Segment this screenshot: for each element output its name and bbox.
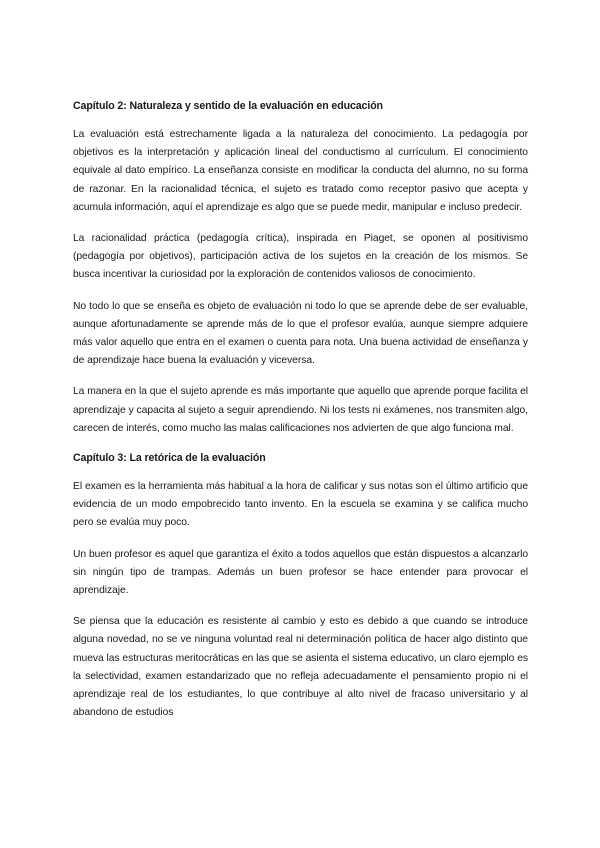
chapter-2-paragraph-1: La evaluación está estrechamente ligada a la naturaleza del conocimiento. La pedagogía por objetivos es la interpretación y aplicación lineal del conductismo al currículum. El conocimiento equivale al dato empírico. La enseñanza consiste en modificar la conducta del alumno, no su forma de razonar. En la racionalidad técnica, el sujeto es tratado como receptor pasivo que acepta y acumula información, aquí el aprendizaje es algo que se puede medir, manipular e incluso predecir. — [73, 129, 528, 213]
chapter-3-paragraph-3: Se piensa que la educación es resistente al cambio y esto es debido a que cuando se introduce alguna novedad, no se ve ninguna voluntad real ni determinación política de hacer algo distinto que mueva las estructuras meritocráticas en las que se asienta el sistema educativo, un claro ejemplo es la selectividad, examen estandarizado que no refleja adecuadamente el pensamiento propio ni el aprendizaje real de los estudiantes, lo que contribuye al alto nivel de fracaso universitario y al abandono de estudios — [73, 616, 528, 719]
chapter-2-heading: Capítulo 2: Naturaleza y sentido de la evaluación en educación — [73, 100, 383, 112]
chapter-3-paragraph-2: Un buen profesor es aquel que garantiza el éxito a todos aquellos que están dispuestos a alcanzarlo sin ningún tipo de trampas. Además un buen profesor se hace entender para provocar el aprendizaje. — [73, 548, 528, 597]
chapter-3-paragraph-1: El examen es la herramienta más habitual a la hora de calificar y sus notas son el último artificio que evidencia de un modo empobrecido tanto invento. En la escuela se examina y se califica mucho pero se evalúa muy poco. — [73, 481, 528, 529]
chapter-2-paragraph-2: La racionalidad práctica (pedagogía crítica), inspirada en Piaget, se oponen al positivismo (pedagogía por objetivos), participación activa de los sujetos en la creación de los mismos. Se busca incentivar la curiosidad por la exploración de contenidos valiosos de conocimiento. — [73, 233, 528, 281]
chapter-2-paragraph-3: No todo lo que se enseña es objeto de evaluación ni todo lo que se aprende debe de ser evaluable, aunque afortunadamente se aprende más de lo que el profesor evalúa, aunque siempre adquiere más valor aquello que entra en el examen o cuenta para nota. Una buena actividad de enseñanza y de aprendizaje hace buena la evaluación y viceversa. — [73, 300, 528, 367]
chapter-3-heading: Capítulo 3: La retórica de la evaluación — [73, 452, 266, 465]
chapter-2-paragraph-4: La manera en la que el sujeto aprende es más importante que aquello que aprende porque facilita el aprendizaje y capacita al sujeto a seguir aprendiendo. Ni los tests ni exámenes, nos transmiten algo, carecen de interés, como mucho las malas calificaciones nos advierten de que algo funciona mal. — [73, 386, 528, 434]
